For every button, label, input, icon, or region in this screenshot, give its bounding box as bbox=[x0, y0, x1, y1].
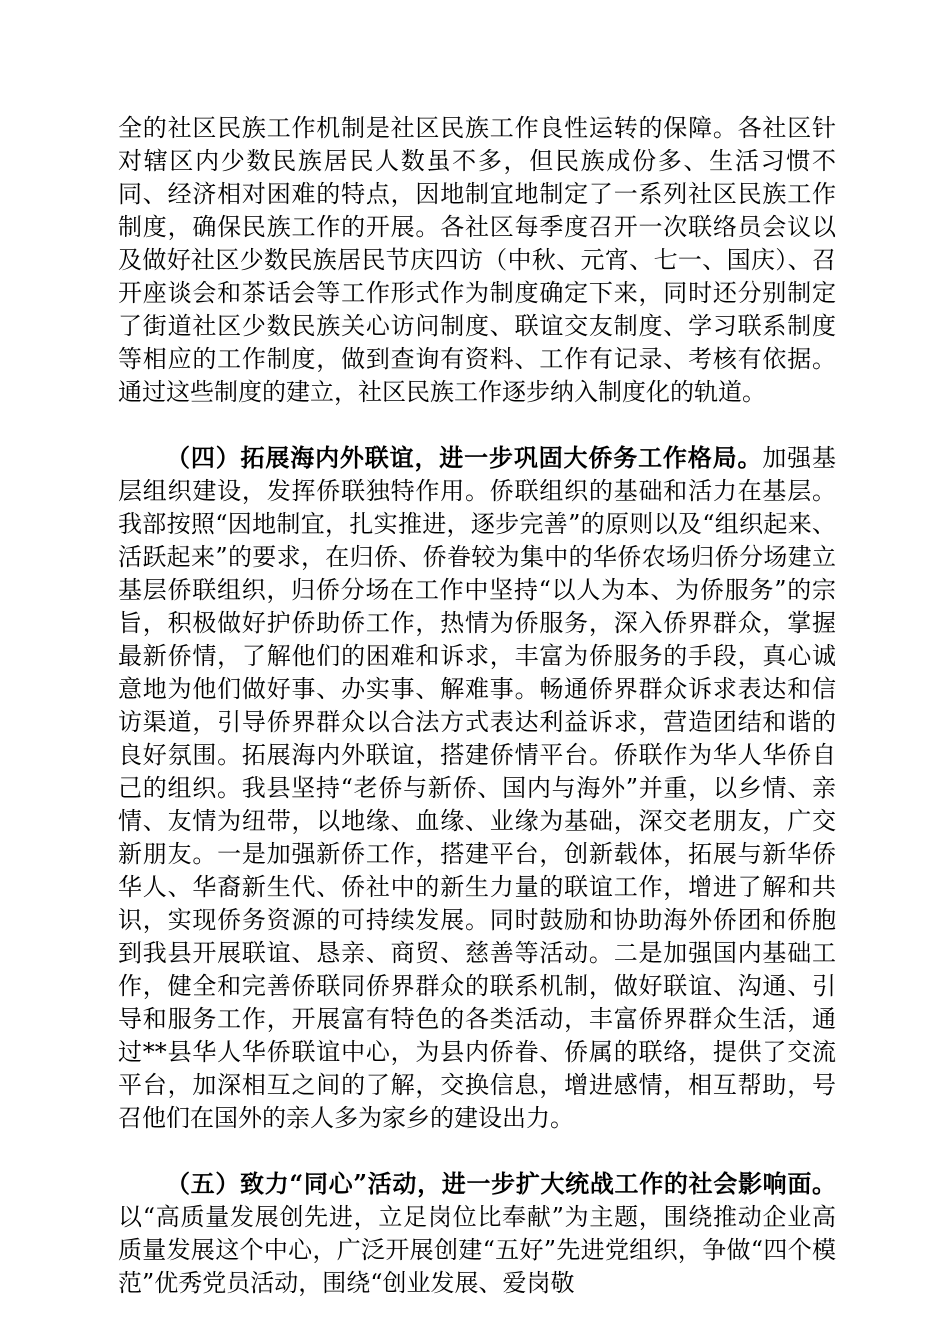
paragraph-section-5 bbox=[118, 1167, 836, 1300]
document-page bbox=[118, 112, 836, 1300]
section-heading: （五）致力“同心”活动，进一步扩大统战工作的社会影响面。 bbox=[166, 1169, 836, 1198]
paragraph-section-4 bbox=[118, 441, 836, 1135]
paragraph-body: 以“高质量发展创先进，立足岗位比奉献”为主题，围绕推动企业高质量发展这个中心，广泛开展创建“五好”先进党组织，争做“四个模范”优秀党员活动，围绕“创业发展、爱岗敬 bbox=[118, 1203, 836, 1297]
paragraph-body: 全的社区民族工作机制是社区民族工作良性运转的保障。各社区针对辖区内少数民族居民人数虽不多，但民族成份多、生活习惯不同、经济相对困难的特点，因地制宜地制定了一系列社区民族工作制度，确保民族工作的开展。各社区每季度召开一次联络员会议以及做好社区少数民族居民节庆四访（中秋、元宵、七一、国庆）、召开座谈会和茶话会等工作形式作为制度确定下来，同时还分别制定了街道社区少数民族关心访问制度、联谊交友制度、学习联系制度等相应的工作制度，做到查询有资料、工作有记录、考核有依据。通过这些制度的建立，社区民族工作逐步纳入制度化的轨道。 bbox=[118, 114, 836, 406]
section-heading: （四）拓展海内外联谊，进一步巩固大侨务工作格局。 bbox=[166, 443, 763, 472]
paragraph-mechanism bbox=[118, 112, 836, 409]
paragraph-body: 加强基层组织建设，发挥侨联独特作用。侨联组织的基础和活力在基层。我部按照“因地制宜，扎实推进，逐步完善”的原则以及“组织起来、活跃起来”的要求，在归侨、侨眷较为集中的华侨农场归侨分场建立基层侨联组织，归侨分场在工作中坚持“以人为本、为侨服务”的宗旨，积极做好护侨助侨工作，热情为侨服务，深入侨界群众，掌握最新侨情，了解他们的困难和诉求，丰富为侨服务的手段，真心诚意地为他们做好事、办实事、解难事。畅通侨界群众诉求表达和信访渠道，引导侨界群众以合法方式表达利益诉求，营造团结和谐的良好氛围。拓展海内外联谊，搭建侨情平台。侨联作为华人华侨自己的组织。我县坚持“老侨与新侨、国内与海外”并重，以乡情、亲情、友情为纽带，以地缘、血缘、业缘为基础，深交老朋友，广交新朋友。一是加强新侨工作，搭建平台，创新载体，拓展与新华侨华人、华裔新生代、侨社中的新生力量的联谊工作，增进了解和共识，实现侨务资源的可持续发展。同时鼓励和协助海外侨团和侨胞到我县开展联谊、恳亲、商贸、慈善等活动。二是加强国内基础工作，健全和完善侨联同侨界群众的联系机制，做好联谊、沟通、引导和服务工作，开展富有特色的各类活动，丰富侨界群众生活，通过**县华人华侨联谊中心，为县内侨眷、侨属的联络，提供了交流平台，加深相互之间的了解，交换信息，增进感情，相互帮助，号召他们在国外的亲人多为家乡的建设出力。 bbox=[118, 444, 837, 1132]
